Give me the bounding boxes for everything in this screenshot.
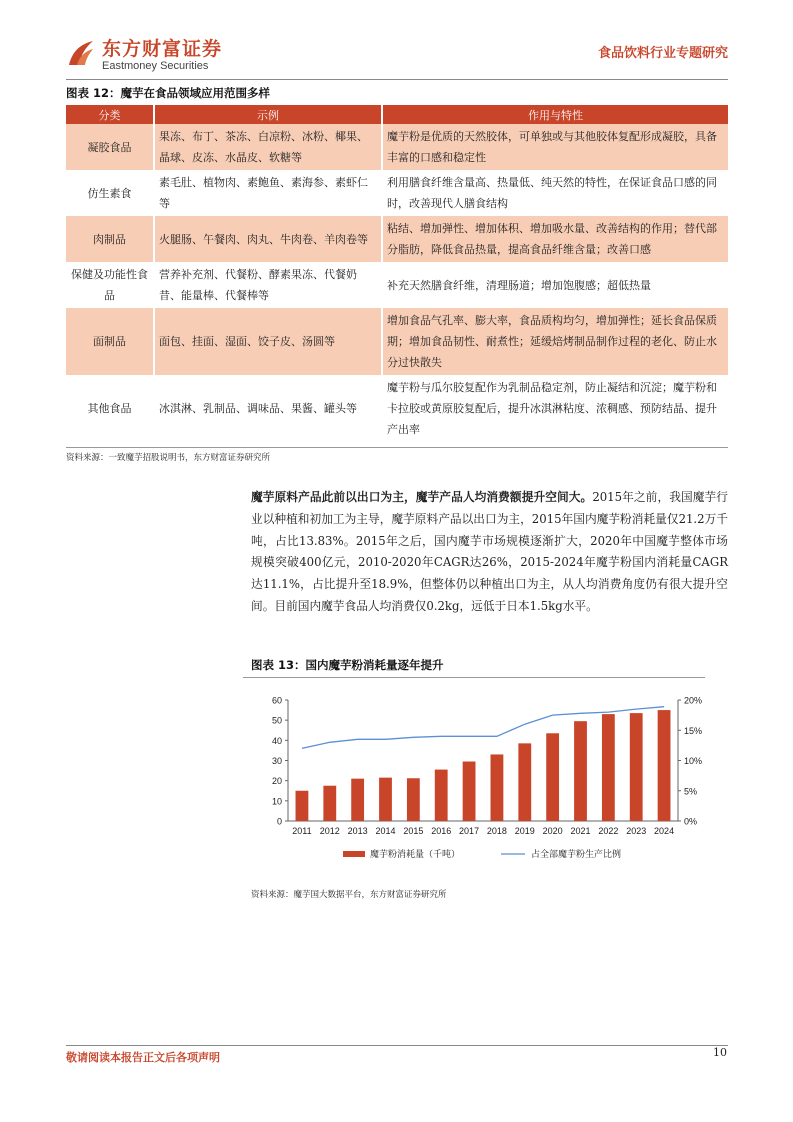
table-row xyxy=(66,262,728,308)
cell-category: 肉制品 xyxy=(66,216,154,262)
page-number: 10 xyxy=(713,1046,727,1059)
cell-features: 利用膳食纤维含量高、热量低、纯天然的特性，在保证食品口感的同时，改善现代人膳食结构 xyxy=(382,170,728,216)
applications-table xyxy=(66,105,728,442)
cell-category: 保健及功能性食品 xyxy=(71,268,148,302)
y-left-tick-label: 60 xyxy=(271,695,282,706)
x-tick-label: 2020 xyxy=(542,826,563,836)
company-logo xyxy=(66,38,222,72)
footer-disclaimer: 敬请阅读本报告正文后各项声明 xyxy=(66,1051,220,1064)
y-right-tick-label: 20% xyxy=(684,695,703,706)
x-tick-label: 2019 xyxy=(514,826,535,836)
figure13-rule xyxy=(243,677,705,678)
bar xyxy=(574,721,587,821)
col-header-features: 作用与特性 xyxy=(382,105,728,124)
report-type: 食品饮料行业专题研究 xyxy=(597,46,728,61)
cell-examples: 冰淇淋、乳制品、调味品、果酱、罐头等 xyxy=(154,375,382,442)
y-left-tick-label: 50 xyxy=(271,715,282,726)
cell-category: 其他食品 xyxy=(87,402,132,415)
consumption-chart xyxy=(243,683,705,878)
x-tick-label: 2022 xyxy=(598,826,619,836)
legend-label-line: 占全部魔芋粉生产比例 xyxy=(531,850,622,860)
col-header-examples: 示例 xyxy=(154,105,382,124)
x-tick-label: 2018 xyxy=(486,826,507,836)
figure12-source: 资料来源：一致魔芋招股说明书，东方财富证券研究所 xyxy=(66,453,271,463)
bar xyxy=(518,743,531,821)
cell-category: 仿生素食 xyxy=(87,186,132,200)
header-divider xyxy=(66,79,728,80)
x-tick-label: 2012 xyxy=(319,826,340,836)
cell-features: 补充天然膳食纤维，清理肠道；增加饱腹感；超低热量 xyxy=(382,262,728,308)
y-left-tick-label: 0 xyxy=(276,816,282,827)
logo-icon xyxy=(66,38,96,68)
page-header xyxy=(66,38,728,80)
table-row xyxy=(66,216,728,262)
y-left-tick-label: 10 xyxy=(271,796,282,807)
bar xyxy=(351,779,364,821)
cell-examples: 果冻、布丁、茶冻、白凉粉、冰粉、椰果、晶球、皮冻、水晶皮、软糖等 xyxy=(154,124,382,170)
x-tick-label: 2024 xyxy=(654,826,675,836)
cell-examples: 营养补充剂、代餐粉、酵素果冻、代餐奶昔、能量棒、代餐棒等 xyxy=(154,262,382,308)
bar xyxy=(296,791,309,821)
y-right-tick-label: 0% xyxy=(684,816,698,827)
x-tick-label: 2023 xyxy=(626,826,647,836)
col-header-category: 分类 xyxy=(66,105,154,124)
cell-features: 魔芋粉是优质的天然胶体，可单独或与其他胶体复配形成凝胶，具备丰富的口感和稳定性 xyxy=(382,124,728,170)
bar xyxy=(491,754,504,821)
logo-cn: 东方财富证券 xyxy=(102,38,223,60)
y-right-tick-label: 5% xyxy=(684,786,698,797)
x-tick-label: 2011 xyxy=(292,826,312,836)
body-paragraph xyxy=(251,487,728,618)
bar xyxy=(435,770,448,821)
cell-features: 魔芋粉与瓜尔胶复配作为乳制品稳定剂，防止凝结和沉淀；魔芋粉和卡拉胶或黄原胶复配后，提升冰淇淋粘度、浓稠感、预防结晶、提升产出率 xyxy=(382,375,728,442)
paragraph-body: 2015年之前，我国魔芋行业以种植和初加工为主导，魔芋原料产品以出口为主，2015年国内魔芋粉消耗量仅21.2万千吨，占比13.83%。2015年之后，国内魔芋市场规模逐渐扩大，2020年中国魔芋整体市场规模突破400亿元，2010-2020年CAGR达26%，2015-2024年魔芋粉国内消耗量CAGR达11.1%，占比提升至18.9%，但整体仍以种植出口为主，从人均消费角度仍有很大提升空间。目前国内魔芋食品人均消费仅0.2kg，远低于日本1.5kg水平。 xyxy=(251,490,728,613)
figure12-title: 图表 12：魔芋在食品领域应用范围多样 xyxy=(66,86,271,100)
y-right-tick-label: 15% xyxy=(684,725,703,736)
table-row xyxy=(66,308,728,375)
legend-label-bar: 魔芋粉消耗量（千吨） xyxy=(370,850,461,860)
cell-category: 凝胶食品 xyxy=(66,124,154,170)
x-tick-label: 2021 xyxy=(570,826,591,836)
table-bottom-rule xyxy=(66,447,728,448)
bar xyxy=(463,762,476,821)
x-tick-label: 2013 xyxy=(347,826,368,836)
y-left-tick-label: 30 xyxy=(271,756,282,766)
table-header-row xyxy=(66,105,728,124)
cell-examples: 面包、挂面、湿面、饺子皮、汤圆等 xyxy=(154,308,382,375)
bar xyxy=(379,778,392,821)
legend-swatch-bar xyxy=(343,851,365,857)
footer-divider xyxy=(66,1045,728,1046)
y-right-tick-label: 10% xyxy=(684,756,703,766)
x-tick-label: 2016 xyxy=(431,826,452,836)
table-row xyxy=(66,170,728,216)
figure13-title: 图表 13：国内魔芋粉消耗量逐年提升 xyxy=(251,658,444,672)
bar xyxy=(658,710,671,821)
table-row xyxy=(66,124,728,170)
logo-en: Eastmoney Securities xyxy=(102,60,209,72)
table-row xyxy=(66,375,728,442)
y-left-tick-label: 40 xyxy=(271,735,282,746)
cell-category: 面制品 xyxy=(66,308,154,375)
cell-examples: 素毛肚、植物肉、素鲍鱼、素海参、素虾仁等 xyxy=(154,170,382,216)
cell-examples: 火腿肠、午餐肉、肉丸、牛肉卷、羊肉卷等 xyxy=(154,216,382,262)
bar xyxy=(323,786,336,821)
x-tick-label: 2015 xyxy=(403,826,424,836)
x-tick-label: 2017 xyxy=(459,826,480,836)
bar xyxy=(546,733,559,821)
paragraph-lead: 魔芋原料产品此前以出口为主，魔芋产品人均消费额提升空间大。 xyxy=(251,490,593,504)
bar xyxy=(630,713,643,821)
cell-features: 增加食品气孔率、膨大率，食品质构均匀，增加弹性；延长食品保质期；增加食品韧性、耐煮性；延缓焙烤制品制作过程的老化、防止水分过快散失 xyxy=(382,308,728,375)
bar xyxy=(407,778,420,821)
cell-features: 粘结、增加弹性、增加体积、增加吸水量、改善结构的作用；替代部分脂肪，降低食品热量，提高食品纤维含量；改善口感 xyxy=(382,216,728,262)
y-left-tick-label: 20 xyxy=(271,776,282,787)
figure13-source: 资料来源：魔芋国大数据平台，东方财富证券研究所 xyxy=(251,890,447,900)
bar xyxy=(602,714,615,821)
x-tick-label: 2014 xyxy=(375,826,396,836)
